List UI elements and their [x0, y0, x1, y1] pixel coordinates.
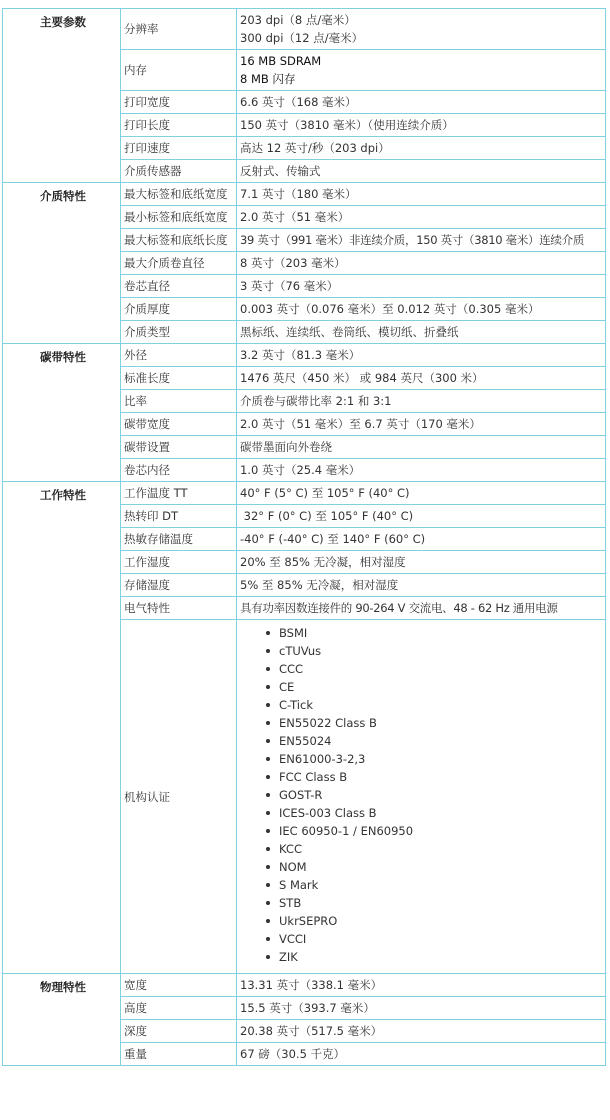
bullet-icon — [266, 739, 270, 743]
row-value: 15.5 英寸（393.7 毫米） — [237, 997, 606, 1020]
list-item — [265, 804, 605, 822]
section-title-physical: 物理特性 — [3, 974, 121, 1066]
cert-name: S Mark — [279, 878, 319, 892]
row-label: 最大标签和底纸宽度 — [121, 183, 237, 206]
table-row — [3, 9, 606, 50]
bullet-icon — [266, 829, 270, 833]
list-item — [265, 714, 605, 732]
bullet-icon — [266, 649, 270, 653]
row-label: 碳带宽度 — [121, 413, 237, 436]
certifications-cell — [237, 620, 606, 974]
bullet-icon — [266, 811, 270, 815]
row-label: 热转印 DT — [121, 505, 237, 528]
cert-name: BSMI — [279, 626, 308, 640]
cert-name: STB — [279, 896, 302, 910]
row-value: 40° F (5° C) 至 105° F (40° C) — [237, 482, 606, 505]
spec-table — [2, 8, 606, 1066]
row-value: 碳带墨面向外卷绕 — [237, 436, 606, 459]
row-value: 39 英寸（991 毫米）非连续介质，150 英寸（3810 毫米）连续介质 — [237, 229, 606, 252]
bullet-icon — [266, 793, 270, 797]
row-label: 打印速度 — [121, 137, 237, 160]
section-title-operating: 工作特性 — [3, 482, 121, 974]
list-item — [265, 894, 605, 912]
list-item — [265, 624, 605, 642]
row-label: 宽度 — [121, 974, 237, 997]
row-label: 最大标签和底纸长度 — [121, 229, 237, 252]
row-value: 1.0 英寸（25.4 毫米） — [237, 459, 606, 482]
row-value: 高达 12 英寸/秒（203 dpi） — [237, 137, 606, 160]
row-label: 高度 — [121, 997, 237, 1020]
bullet-icon — [266, 865, 270, 869]
list-item — [265, 678, 605, 696]
bullet-icon — [266, 883, 270, 887]
list-item — [265, 858, 605, 876]
row-value — [237, 50, 606, 91]
bullet-icon — [266, 703, 270, 707]
list-item — [265, 732, 605, 750]
row-value: 2.0 英寸（51 毫米）至 6.7 英寸（170 毫米） — [237, 413, 606, 436]
list-item — [265, 840, 605, 858]
bullet-icon — [266, 919, 270, 923]
bullet-icon — [266, 901, 270, 905]
row-label: 打印长度 — [121, 114, 237, 137]
section-title-ribbon: 碳带特性 — [3, 344, 121, 482]
list-item — [265, 696, 605, 714]
value-line: 8 MB 闪存 — [240, 72, 296, 86]
bullet-icon — [266, 937, 270, 941]
row-value: 6.6 英寸（168 毫米） — [237, 91, 606, 114]
row-value — [237, 9, 606, 50]
bullet-icon — [266, 847, 270, 851]
table-row — [3, 183, 606, 206]
row-value: 3 英寸（76 毫米） — [237, 275, 606, 298]
list-item — [265, 768, 605, 786]
row-value: -40° F (-40° C) 至 140° F (60° C) — [237, 528, 606, 551]
row-label: 电气特性 — [121, 597, 237, 620]
certifications-list — [237, 624, 605, 966]
list-item — [265, 660, 605, 678]
cert-name: cTUVus — [279, 644, 322, 658]
row-label: 外径 — [121, 344, 237, 367]
row-value: 反射式、传输式 — [237, 160, 606, 183]
row-label: 深度 — [121, 1020, 237, 1043]
row-value: 8 英寸（203 毫米） — [237, 252, 606, 275]
row-value: 7.1 英寸（180 毫米） — [237, 183, 606, 206]
row-value: 黑标纸、连续纸、卷筒纸、模切纸、折叠纸 — [237, 321, 606, 344]
bullet-icon — [266, 631, 270, 635]
cert-name: CCC — [279, 662, 304, 676]
bullet-icon — [266, 955, 270, 959]
cert-name: VCCI — [279, 932, 307, 946]
row-value: 具有功率因数连接件的 90-264 V 交流电、48 - 62 Hz 通用电源 — [237, 597, 606, 620]
row-label: 介质类型 — [121, 321, 237, 344]
bullet-icon — [266, 721, 270, 725]
row-label: 卷芯直径 — [121, 275, 237, 298]
row-label: 重量 — [121, 1043, 237, 1066]
list-item — [265, 750, 605, 768]
row-value: 1476 英尺（450 米） 或 984 英尺（300 米） — [237, 367, 606, 390]
table-row — [3, 482, 606, 505]
section-title-media: 介质特性 — [3, 183, 121, 344]
table-row — [3, 974, 606, 997]
row-value: 150 英寸（3810 毫米）（使用连续介质） — [237, 114, 606, 137]
row-value: 20% 至 85% 无冷凝，相对湿度 — [237, 551, 606, 574]
section-title-main: 主要参数 — [3, 9, 121, 183]
cert-name: GOST-R — [279, 788, 323, 802]
cert-name: NOM — [279, 860, 307, 874]
row-label: 分辨率 — [121, 9, 237, 50]
row-label: 工作温度 TT — [121, 482, 237, 505]
row-label: 比率 — [121, 390, 237, 413]
cert-name: EN55022 Class B — [279, 716, 377, 730]
bullet-icon — [266, 757, 270, 761]
cert-name: CE — [279, 680, 295, 694]
row-value: 20.38 英寸（517.5 毫米） — [237, 1020, 606, 1043]
list-item — [265, 786, 605, 804]
row-label: 内存 — [121, 50, 237, 91]
bullet-icon — [266, 775, 270, 779]
list-item — [265, 876, 605, 894]
list-item — [265, 642, 605, 660]
row-label: 打印宽度 — [121, 91, 237, 114]
list-item — [265, 822, 605, 840]
cert-name: ZIK — [279, 950, 298, 964]
cert-name: ICES-003 Class B — [279, 806, 377, 820]
row-label: 工作湿度 — [121, 551, 237, 574]
bullet-icon — [266, 685, 270, 689]
cert-name: KCC — [279, 842, 302, 856]
value-line: 300 dpi（12 点/毫米） — [240, 31, 364, 45]
row-label-certifications: 机构认证 — [121, 620, 237, 974]
cert-name: UkrSEPRO — [279, 914, 338, 928]
list-item — [265, 948, 605, 966]
row-label: 卷芯内径 — [121, 459, 237, 482]
row-label: 存储湿度 — [121, 574, 237, 597]
row-value: 3.2 英寸（81.3 毫米） — [237, 344, 606, 367]
value-line: 203 dpi（8 点/毫米） — [240, 13, 356, 27]
row-label: 介质厚度 — [121, 298, 237, 321]
row-label: 最小标签和底纸宽度 — [121, 206, 237, 229]
bullet-icon — [266, 667, 270, 671]
cert-name: IEC 60950-1 / EN60950 — [279, 824, 414, 838]
row-value: 13.31 英寸（338.1 毫米） — [237, 974, 606, 997]
list-item — [265, 912, 605, 930]
cert-name: EN55024 — [279, 734, 332, 748]
row-value: 0.003 英寸（0.076 毫米）至 0.012 英寸（0.305 毫米） — [237, 298, 606, 321]
cert-name: FCC Class B — [279, 770, 348, 784]
row-label: 最大介质卷直径 — [121, 252, 237, 275]
row-label: 碳带设置 — [121, 436, 237, 459]
cert-name: EN61000-3-2,3 — [279, 752, 366, 766]
row-value: 介质卷与碳带比率 2:1 和 3:1 — [237, 390, 606, 413]
table-row — [3, 344, 606, 367]
row-value: 5% 至 85% 无冷凝，相对湿度 — [237, 574, 606, 597]
cert-name: C-Tick — [279, 698, 313, 712]
list-item — [265, 930, 605, 948]
row-value: 2.0 英寸（51 毫米） — [237, 206, 606, 229]
row-label: 介质传感器 — [121, 160, 237, 183]
row-value: 67 磅（30.5 千克） — [237, 1043, 606, 1066]
value-line: 16 MB SDRAM — [240, 54, 322, 68]
row-label: 热敏存储温度 — [121, 528, 237, 551]
row-label: 标准长度 — [121, 367, 237, 390]
row-value: 32° F (0° C) 至 105° F (40° C) — [237, 505, 606, 528]
